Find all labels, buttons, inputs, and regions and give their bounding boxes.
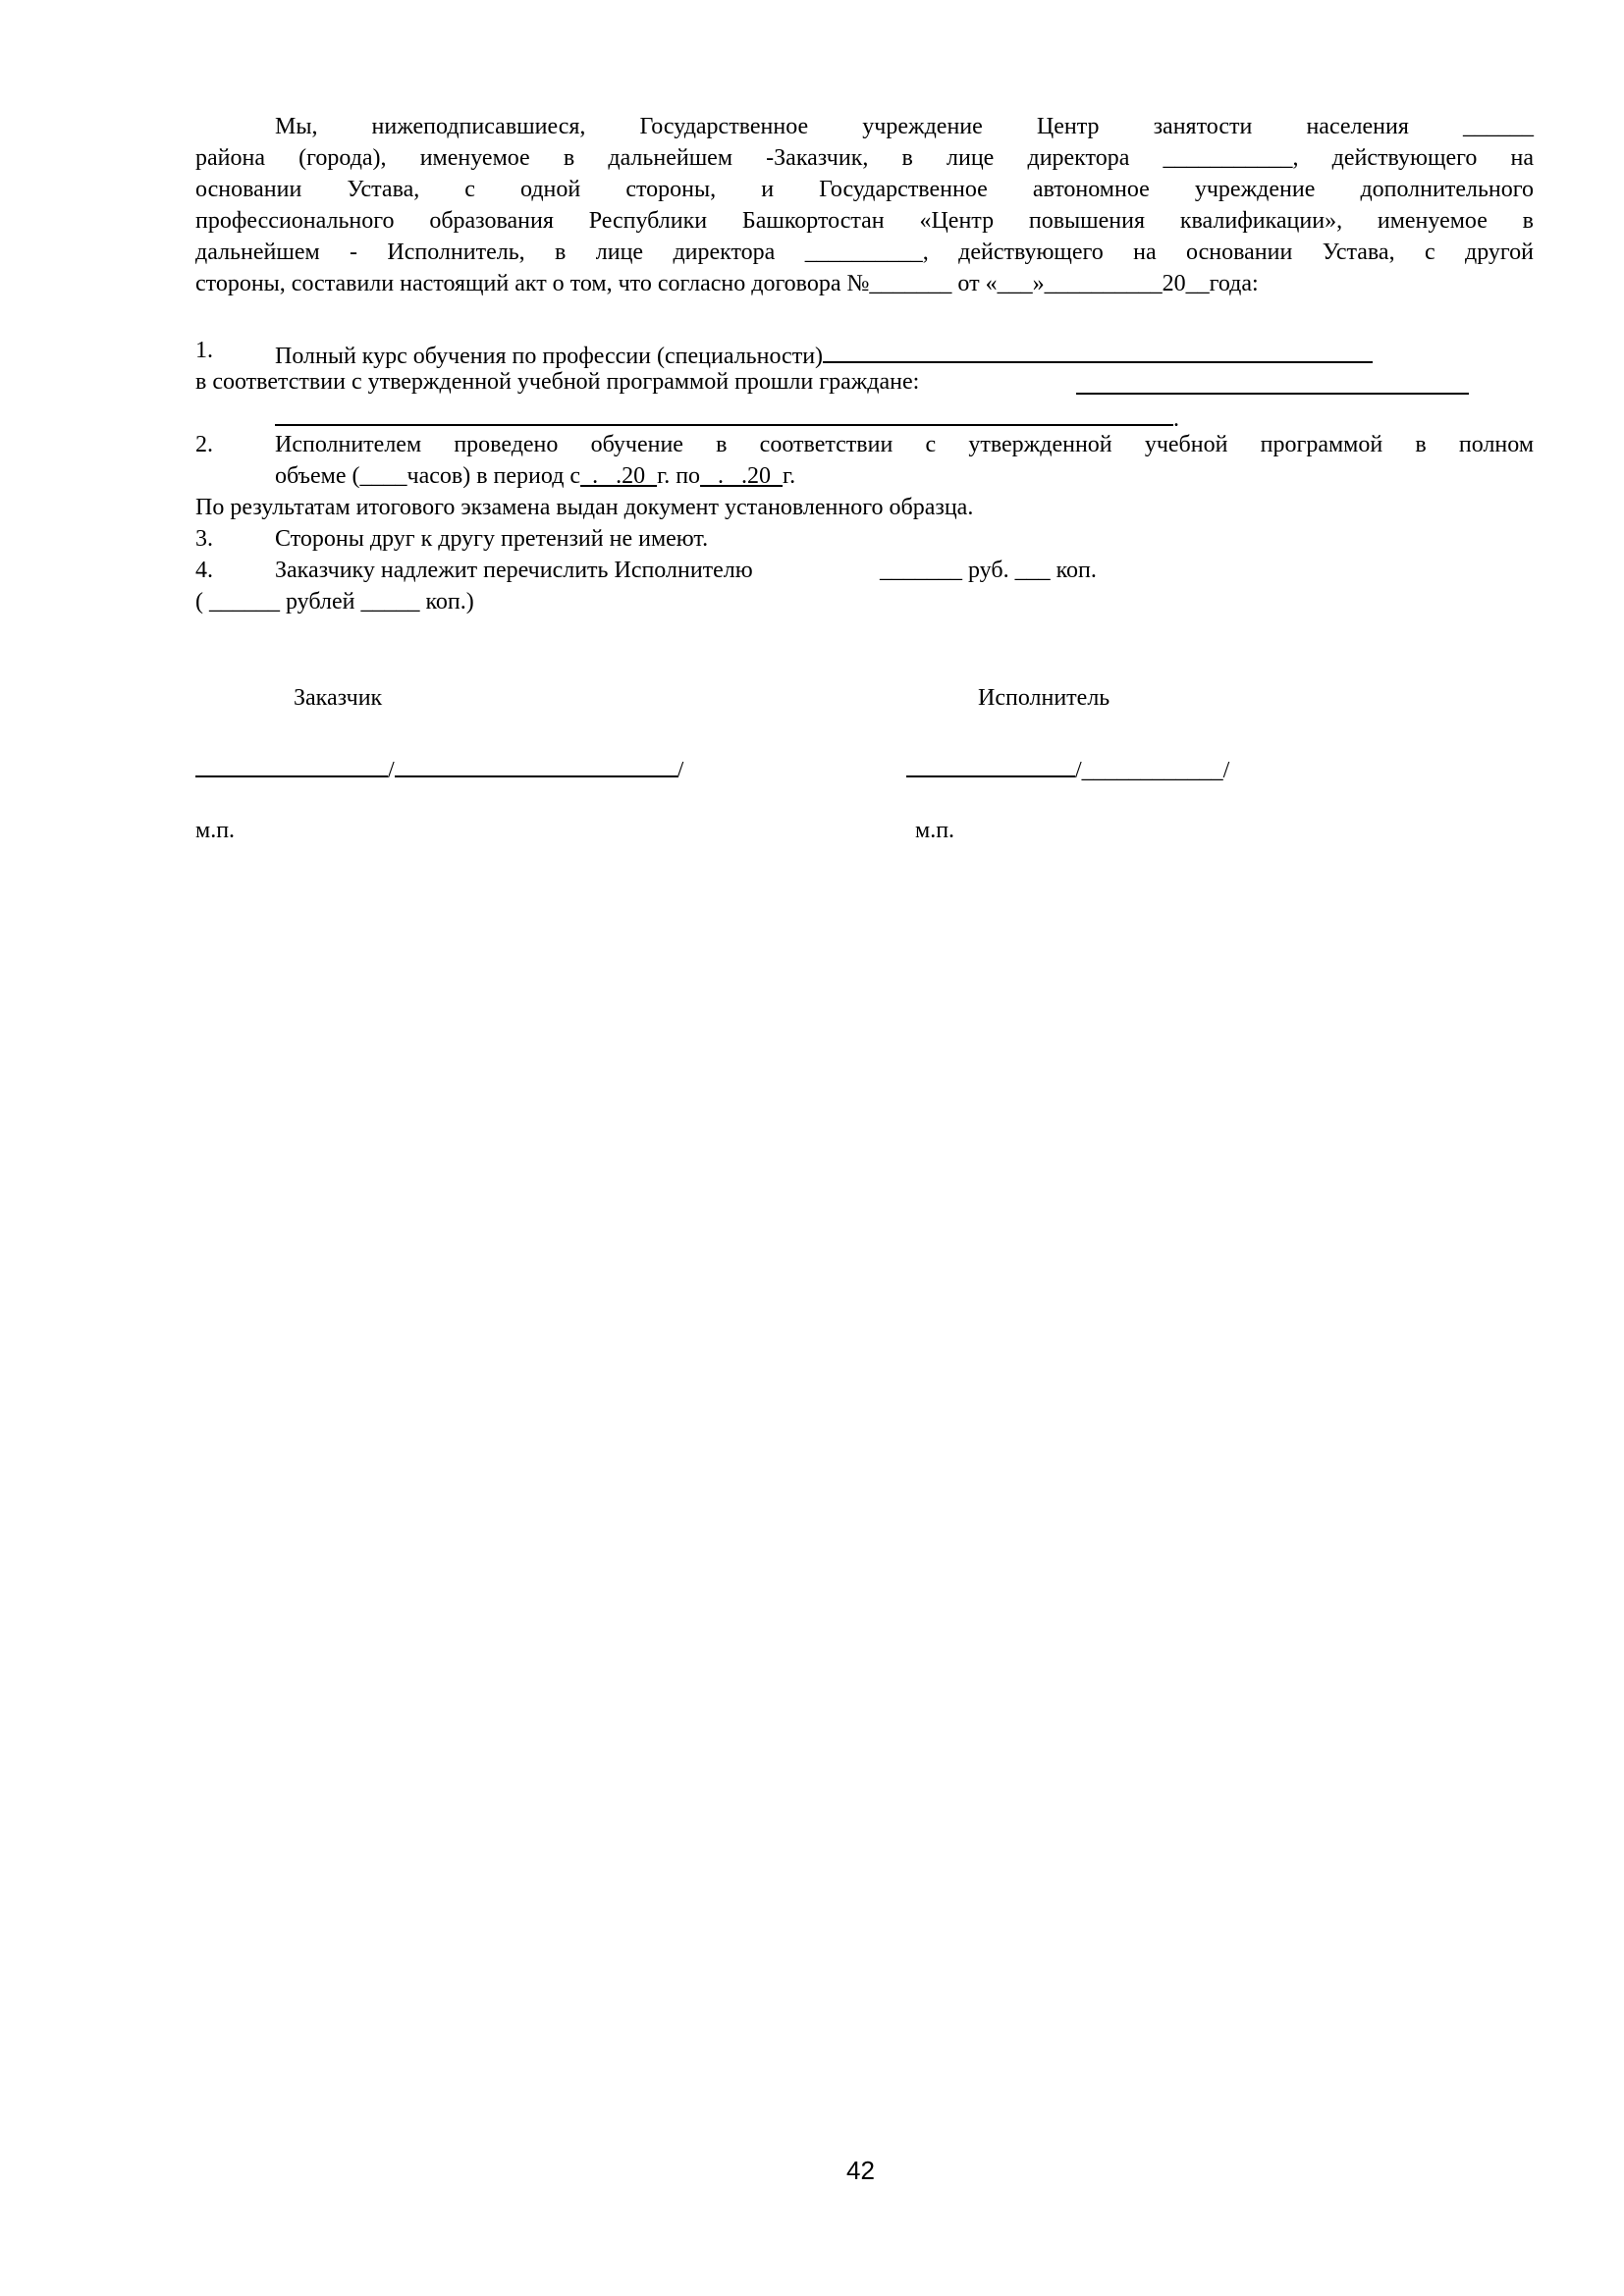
customer-label: Заказчик xyxy=(294,685,383,711)
executor-stamp-label: м.п. xyxy=(915,818,955,843)
citizens-blank xyxy=(1076,366,1469,398)
intro-line-1: Мы, нижеподписавшиеся, Государственное учреждение Центр занятости населения ______ xyxy=(275,114,1534,139)
item-1-line-2: в соответствии с утвержденной учебной программой прошли граждане: xyxy=(195,369,920,395)
item-2-number: 2. xyxy=(195,432,213,457)
item-4-number: 4. xyxy=(195,558,213,583)
item-3-text: Стороны друг к другу претензий не имеют. xyxy=(275,526,709,552)
item-2-line-2: объеме (____часов) в период с . .20 г. по . .20 г. xyxy=(275,463,796,489)
item-1-number: 1. xyxy=(195,338,213,363)
page-number: 42 xyxy=(846,2156,875,2185)
intro-line-2: района (города), именуемое в дальнейшем -Заказчик, в лице директора ___________, действующего на xyxy=(195,145,1534,171)
intro-line-6: стороны, составили настоящий акт о том, что согласно договора №_______ от «___»__________20__года: xyxy=(195,271,1259,296)
exam-result-text: По результатам итогового экзамена выдан документ установленного образца. xyxy=(195,495,974,520)
period-end-date: . .20 xyxy=(700,463,784,489)
customer-name-blank xyxy=(395,749,677,777)
item-4-amount: _______ руб. ___ коп. xyxy=(880,558,1097,583)
executor-label: Исполнитель xyxy=(978,685,1110,711)
item-4-text: Заказчику надлежит перечислить Исполнителю xyxy=(275,558,753,583)
customer-stamp-label: м.п. xyxy=(195,818,236,843)
citizens-blank-line-2 xyxy=(275,398,1179,432)
customer-signature-line: / / xyxy=(195,749,683,780)
intro-line-4: профессионального образования Республики Башкортостан «Центр повышения квалификации», именуемое в xyxy=(195,208,1534,234)
executor-signature-blank xyxy=(906,749,1075,777)
item-3-number: 3. xyxy=(195,526,213,552)
amount-in-words: ( ______ рублей _____ коп.) xyxy=(195,589,474,614)
item-1-label: Полный курс обучения по профессии (специальности) xyxy=(275,344,824,369)
period-start-date: . .20 xyxy=(580,463,658,489)
item-2-line-1: Исполнителем проведено обучение в соответствии с утвержденной учебной программой в полном xyxy=(275,432,1534,457)
intro-line-5: дальнейшем - Исполнитель, в лице директора __________, действующего на основании Устава, с другой xyxy=(195,240,1534,265)
customer-signature-blank xyxy=(195,749,388,777)
item-1-period: . xyxy=(1173,406,1179,432)
profession-blank xyxy=(823,335,1373,363)
item-1-text xyxy=(275,335,1373,369)
intro-line-3: основании Устава, с одной стороны, и Государственное автономное учреждение дополнительного xyxy=(195,177,1534,202)
executor-signature-line: /____________/ xyxy=(906,749,1229,780)
